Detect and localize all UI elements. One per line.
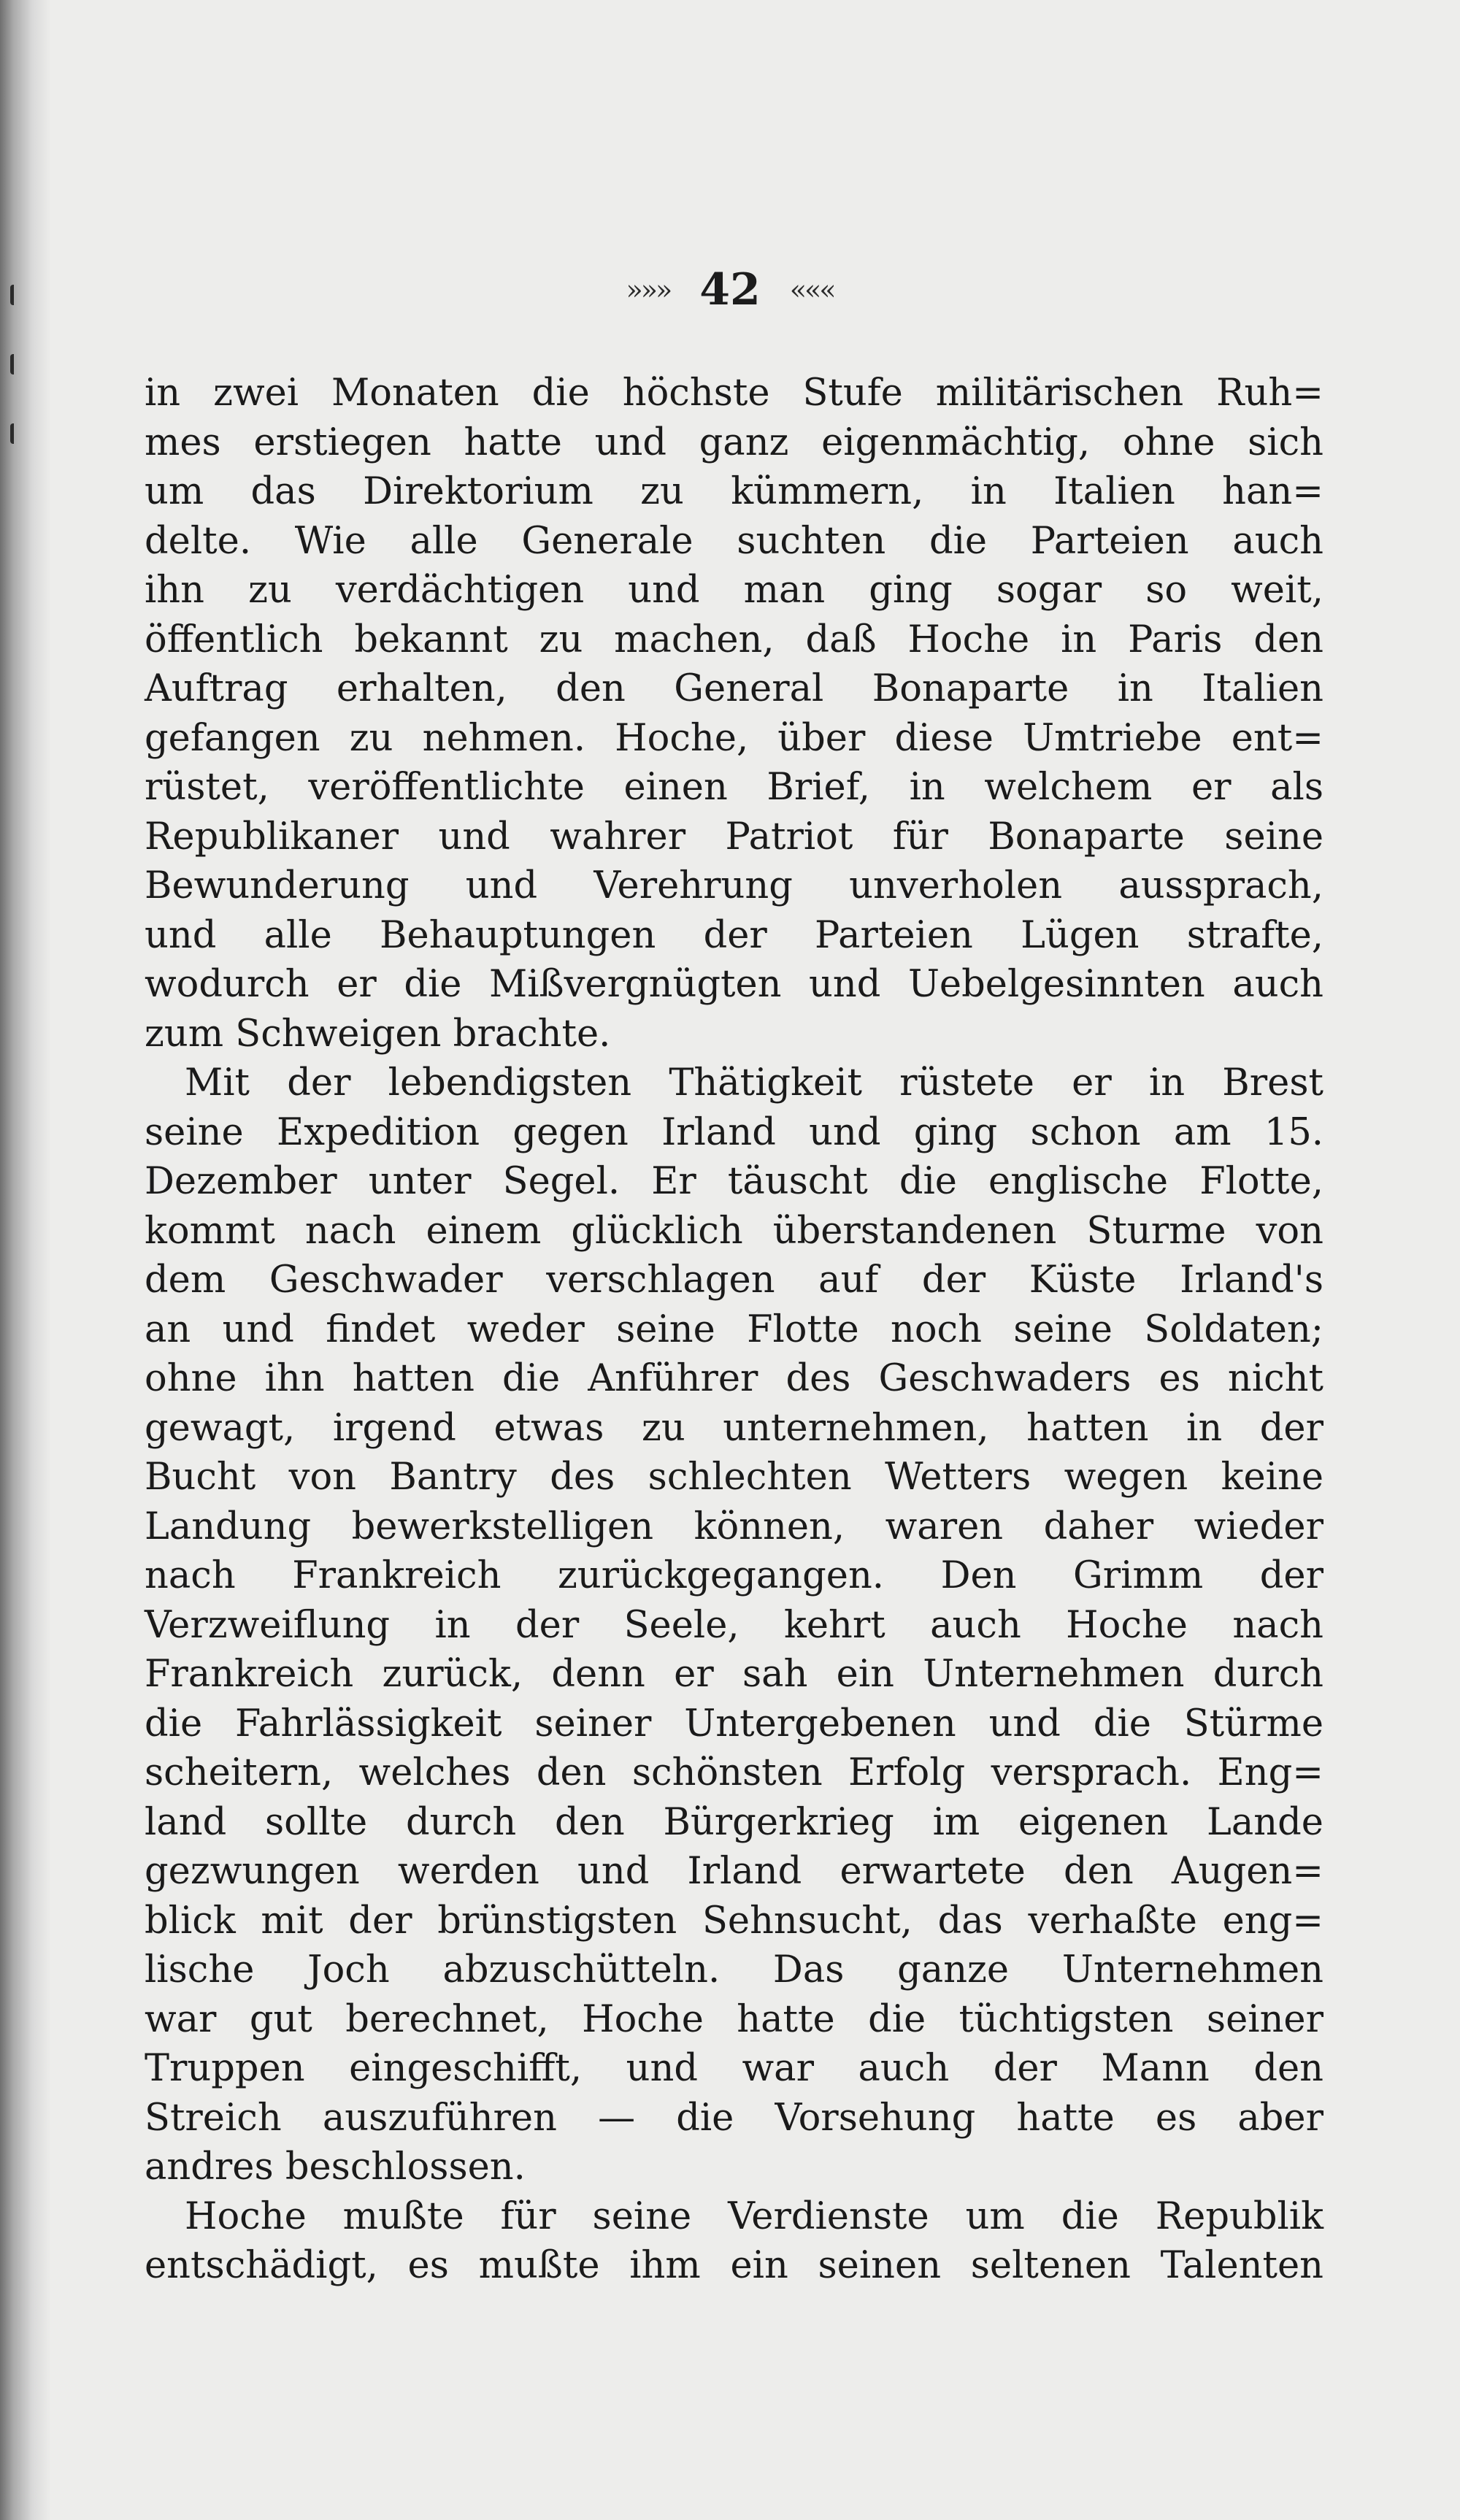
text-line: die Fahrlässigkeit seiner Untergebenen und die Stürme xyxy=(145,1702,1323,1745)
text-line: delte. Wie alle Generale suchten die Parteien auch xyxy=(145,519,1323,563)
text-line: blick mit der brünstigsten Sehnsucht, das verhaßte eng= xyxy=(145,1899,1323,1943)
text-line: rüstet, veröffentlichte einen Brief, in welchem er als xyxy=(145,766,1323,809)
text-line: gewagt, irgend etwas zu unternehmen, hatten in der xyxy=(145,1406,1323,1450)
text-line: war gut berechnet, Hoche hatte die tüchtigsten seiner xyxy=(145,1997,1323,2041)
text-line: dem Geschwader verschlagen auf der Küste Irland's xyxy=(145,1259,1323,1302)
text-line: und alle Behauptungen der Parteien Lügen strafte, xyxy=(145,913,1323,957)
page-header xyxy=(0,264,1460,330)
text-line: Bewunderung und Verehrung unverholen aussprach, xyxy=(145,864,1323,907)
text-line: an und findet weder seine Flotte noch seine Soldaten; xyxy=(145,1307,1323,1351)
text-line: seine Expedition gegen Irland und ging schon am 15. xyxy=(145,1110,1323,1154)
text-line: Auftrag erhalten, den General Bonaparte in Italien xyxy=(145,667,1323,710)
text-line: zum Schweigen brachte. xyxy=(145,1012,611,1056)
text-line: kommt nach einem glücklich überstandenen Sturme von xyxy=(145,1209,1323,1253)
text-line: um das Direktorium zu kümmern, in Italien han= xyxy=(145,470,1323,513)
text-line: Streich auszuführen — die Vorsehung hatte es aber xyxy=(145,2096,1323,2140)
text-line: scheitern, welches den schönsten Erfolg versprach. Eng= xyxy=(145,1751,1323,1794)
text-line: ihn zu verdächtigen und man ging sogar so weit, xyxy=(145,569,1323,612)
text-line: Hoche mußte für seine Verdienste um die Republik xyxy=(185,2194,1323,2238)
text-line: Dezember unter Segel. Er täuscht die englische Flotte, xyxy=(145,1160,1323,1203)
body-text xyxy=(145,369,1323,2291)
ornament-right: ««« xyxy=(789,274,834,306)
ornament-left: »»» xyxy=(626,274,671,306)
text-line: Bucht von Bantry des schlechten Wetters wegen keine xyxy=(145,1456,1323,1499)
text-line: Republikaner und wahrer Patriot für Bonaparte seine xyxy=(145,815,1323,858)
text-line: nach Frankreich zurückgegangen. Den Grimm der xyxy=(145,1554,1323,1597)
text-line: ohne ihn hatten die Anführer des Geschwaders es nicht xyxy=(145,1357,1323,1400)
text-line: lische Joch abzuschütteln. Das ganze Unternehmen xyxy=(145,1948,1323,1991)
text-line: land sollte durch den Bürgerkrieg im eigenen Lande xyxy=(145,1800,1323,1844)
text-line: Frankreich zurück, denn er sah ein Unternehmen durch xyxy=(145,1653,1323,1696)
text-line: gefangen zu nehmen. Hoche, über diese Umtriebe ent= xyxy=(145,716,1323,760)
binding-shadow xyxy=(0,0,51,2520)
text-line: Landung bewerkstelligen können, waren daher wieder xyxy=(145,1505,1323,1548)
text-line: Verzweiflung in der Seele, kehrt auch Hoche nach xyxy=(145,1603,1323,1647)
text-line: andres beschlossen. xyxy=(145,2146,526,2189)
page-number: 42 xyxy=(699,264,761,315)
text-line: mes erstiegen hatte und ganz eigenmächtig, ohne sich xyxy=(145,420,1323,464)
text-line: Mit der lebendigsten Thätigkeit rüstete er in Brest xyxy=(185,1061,1323,1105)
text-line: Truppen eingeschifft, und war auch der Mann den xyxy=(145,2047,1323,2090)
text-line: entschädigt, es mußte ihm ein seinen seltenen Talenten xyxy=(145,2244,1323,2287)
text-line: wodurch er die Mißvergnügten und Uebelgesinnten auch xyxy=(145,963,1323,1006)
text-line: gezwungen werden und Irland erwartete den Augen= xyxy=(145,1850,1323,1893)
text-line: in zwei Monaten die höchste Stufe militärischen Ruh= xyxy=(145,372,1323,415)
text-line: öffentlich bekannt zu machen, daß Hoche in Paris den xyxy=(145,618,1323,661)
